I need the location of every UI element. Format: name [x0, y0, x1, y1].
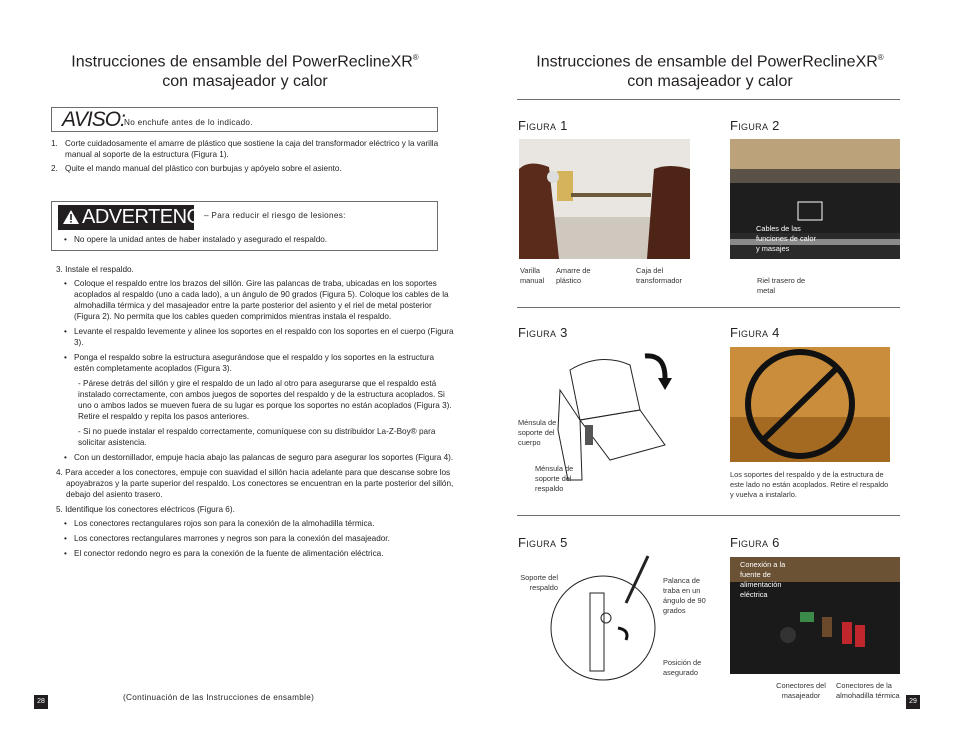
left-title-line2: con masajeador y calor: [162, 73, 328, 91]
right-page-number: 29: [906, 695, 920, 709]
fig1-callout-amarre: Amarre de plástico: [556, 266, 591, 285]
step-3-title: 3. Instale el respaldo.: [56, 265, 134, 274]
step-3-bullet-3: • Ponga el respaldo sobre la estructura asegurándose que el respaldo y los soportes en la estructura estén completamente acoplados (Figura 3).: [64, 352, 454, 374]
step-5-title: 5. Identifique los conectores eléctricos (Figura 6).: [56, 505, 235, 514]
fig3-callout-respaldo: Ménsula de soporte del respaldo: [535, 464, 574, 493]
fig2-callout-riel: Riel trasero de metal: [757, 276, 806, 295]
fig6-label: Figura 6: [730, 535, 780, 550]
aviso-word: AVISO:: [62, 108, 125, 131]
fig3-callout-cuerpo: Ménsula de soporte del cuerpo: [518, 418, 557, 447]
fig1-illustration: [519, 139, 690, 259]
step-5-bullet-2: • Los conectores rectangulares marrones y negros son para la conexión del masajeador.: [64, 533, 454, 544]
left-title-line1: Instrucciones de ensamble del PowerReclineXR: [71, 53, 413, 71]
step-5-bullet-3: • El conector redondo negro es para la conexión de la fuente de alimentación eléctrica.: [64, 548, 454, 559]
fig1-label: Figura 1: [518, 118, 568, 133]
fig1-callout-caja: Caja del transformador: [636, 266, 683, 285]
fig4-label: Figura 4: [730, 325, 780, 340]
advertencia-box: [51, 201, 438, 251]
left-page-title: [40, 48, 450, 92]
fig5-callout-posicion: Posición de asegurado: [663, 658, 702, 677]
fig5-callout-soporte: Soporte del respaldo: [520, 573, 558, 592]
step-3-dash-2: - Si no puede instalar el respaldo correctamente, comuníquese con su distribuidor La-Z-Boy® para solicitar asistencia.: [78, 427, 436, 447]
warning-icon: [62, 209, 80, 225]
fig1-callout-varilla: Varilla manual: [520, 266, 545, 285]
step-2: 2. Quite el mando manual del plástico con burbujas y apóyelo sobre el asiento.: [51, 164, 342, 173]
step-3-bullet-1: • Coloque el respaldo entre los brazos del sillón. Gire las palancas de traba, ubicadas en los soportes acoplados al respaldo (uno a cada lado), a un ángulo de 90 grados (Figura 5). Coloque los cables de la almohadilla térmica y del masajeador entre la parte posterior del asiento y el riel de metal posterior (Figura 2). No permita que los cables queden comprimidos mientras instala el respaldo.: [64, 278, 454, 322]
left-page-number: 28: [34, 695, 48, 709]
step-3-bullet-4: • Con un destornillador, empuje hacia abajo las palancas de seguro para asegurar los soportes (Figura 4).: [64, 452, 454, 463]
right-page-title: [505, 48, 915, 92]
fig5-drawing: [548, 548, 658, 683]
step-3-dash-1: - Párese detrás del sillón y gire el respaldo de un lado al otro para asegurarse que el respaldo está instalado correctamente, con ambos juegos de soportes del respaldo y de la estructura acoplados. Si uno o ambos lados se mueven fuera de su lugar es porque los soportes no están acoplados (Figura 3). Retire el respaldo y repita los pasos anteriores.: [78, 379, 452, 421]
advertencia-badge: [58, 205, 219, 230]
step-4: 4. Para acceder a los conectores, empuje con suavidad el sillón hacia adelante para que descanse sobre los apoyabrazos y la parte superior del respaldo. Los conectores se encuentran en la parte posterior del sillón, debajo del asiento trasero.: [56, 468, 454, 499]
fig4-caption: Los soportes del respaldo y de la estructura de este lado no están acoplados. Retire el respaldo y vuelva a instalarlo.: [730, 470, 889, 499]
fig5-label: Figura 5: [518, 535, 568, 550]
right-title-line2: con masajeador y calor: [627, 73, 793, 91]
fig2-label: Figura 2: [730, 118, 780, 133]
step-3-bullet-2: • Levante el respaldo levemente y alinee los soportes en el respaldo con los soportes en el cuerpo (Figura 3).: [64, 326, 454, 348]
aviso-box: [51, 107, 438, 132]
advertencia-bullet: • No opere la unidad antes de haber instalado y asegurado el respaldo.: [64, 234, 434, 245]
steps-body: [56, 264, 454, 559]
fig6-callout-masajeador: Conectores del masajeador: [776, 681, 826, 700]
aviso-text: No enchufe antes de lo indicado.: [124, 118, 253, 127]
rule-2: [517, 515, 900, 516]
left-footer: (Continuación de las Instrucciones de ensamble): [123, 693, 315, 702]
advertencia-word: ADVERTENCIA: [82, 206, 219, 228]
step-5-bullet-1: • Los conectores rectangulares rojos son para la conexión de la almohadilla térmica.: [64, 518, 454, 529]
fig5-callout-palanca: Palanca de traba en un ángulo de 90 grados: [663, 576, 706, 615]
fig6-callout-fuente: Conexión a la fuente de alimentación eléctrica: [740, 560, 786, 599]
right-title-reg: ®: [877, 53, 884, 62]
title-rule: [517, 99, 900, 100]
left-title-reg: ®: [412, 53, 419, 62]
fig5-illustration: [548, 548, 658, 683]
fig3-label: Figura 3: [518, 325, 568, 340]
rule-1: [517, 307, 900, 308]
fig2-callout-cables: Cables de las funciones de calor y masajes: [756, 224, 816, 253]
fig4-photo: [730, 347, 890, 462]
fig1-photo: [519, 139, 690, 259]
fig4-illustration: [730, 347, 890, 462]
right-title-line1: Instrucciones de ensamble del PowerReclineXR: [536, 53, 878, 71]
step-1: 1. Corte cuidadosamente el amarre de plástico que sostiene la caja del transformador eléctrico y la varilla manual al soporte de la estructura (Figura 1).: [51, 139, 439, 159]
fig6-callout-almohadilla: Conectores de la almohadilla térmica: [836, 681, 900, 700]
advertencia-tail: – Para reducir el riesgo de lesiones:: [204, 211, 346, 220]
steps-top: [51, 138, 441, 174]
